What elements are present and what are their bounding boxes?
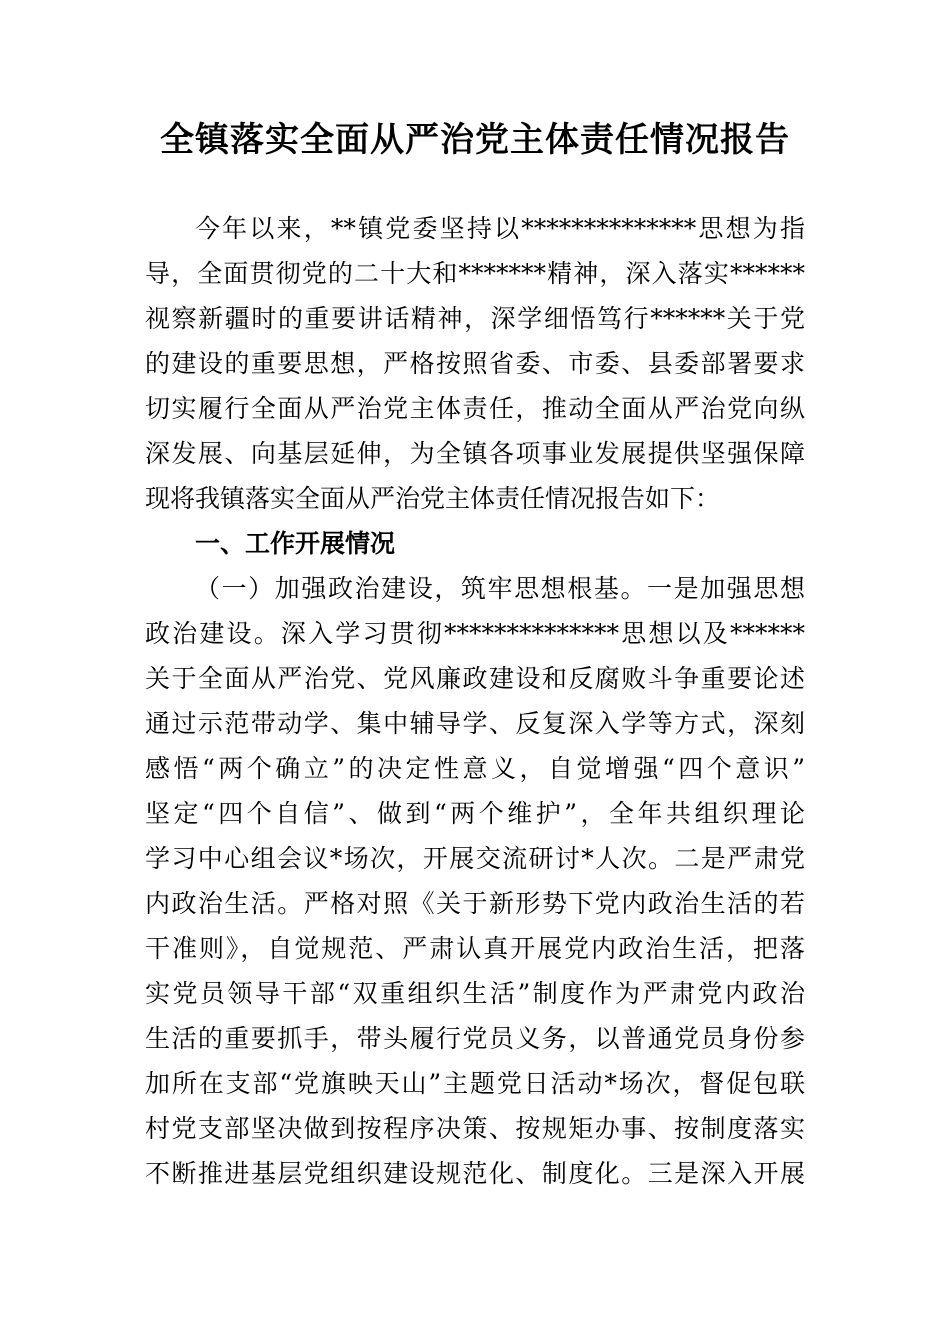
paragraph-line: 政治建设。深入学习贯彻**************思想以及****** — [145, 619, 805, 648]
paragraph-line: 坚定“四个自信”、做到“两个维护”，全年共组织理论 — [145, 799, 805, 828]
document-body — [145, 206, 805, 1196]
paragraph-line: 干准则》，自觉规范、严肃认真开展党内政治生活，把落 — [145, 934, 805, 963]
paragraph-line: 学习中心组会议*场次，开展交流研讨*人次。二是严肃党 — [145, 844, 805, 873]
paragraph-line: 不断推进基层党组织建设规范化、制度化。三是深入开展 — [145, 1159, 805, 1188]
paragraph-line: 关于全面从严治党、党风廉政建设和反腐败斗争重要论述 — [145, 664, 805, 693]
paragraph-line: 现将我镇落实全面从严治党主体责任情况报告如下： — [145, 484, 721, 513]
paragraph-line: 实党员领导干部“双重组织生活”制度作为严肃党内政治 — [145, 979, 805, 1008]
paragraph-line: 村党支部坚决做到按程序决策、按规矩办事、按制度落实 — [145, 1114, 805, 1143]
paragraph-line: 生活的重要抓手，带头履行党员义务，以普通党员身份参 — [145, 1024, 805, 1053]
paragraph-line: （一）加强政治建设，筑牢思想根基。一是加强思想 — [195, 574, 805, 603]
paragraph-line: 今年以来，**镇党委坚持以**************思想为指 — [195, 214, 805, 243]
paragraph-line: 加所在支部“党旗映天山”主题党日活动*场次，督促包联 — [145, 1069, 805, 1098]
paragraph-line: 感悟“两个确立”的决定性意义，自觉增强“四个意识” — [145, 754, 805, 783]
paragraph-line: 视察新疆时的重要讲话精神，深学细悟笃行******关于党 — [145, 304, 805, 333]
paragraph-line: 通过示范带动学、集中辅导学、反复深入学等方式，深刻 — [145, 709, 805, 738]
section-heading: 一、工作开展情况 — [195, 529, 396, 558]
paragraph-line: 导，全面贯彻党的二十大和*******精神，深入落实****** — [145, 259, 805, 288]
document-title: 全镇落实全面从严治党主体责任情况报告 — [160, 120, 790, 160]
paragraph-line: 的建设的重要思想，严格按照省委、市委、县委部署要求 — [145, 349, 805, 378]
paragraph-line: 深发展、向基层延伸，为全镇各项事业发展提供坚强保障 — [145, 439, 805, 468]
paragraph-line: 内政治生活。严格对照《关于新形势下党内政治生活的若 — [145, 889, 805, 918]
paragraph-line: 切实履行全面从严治党主体责任，推动全面从严治党向纵 — [145, 394, 805, 423]
